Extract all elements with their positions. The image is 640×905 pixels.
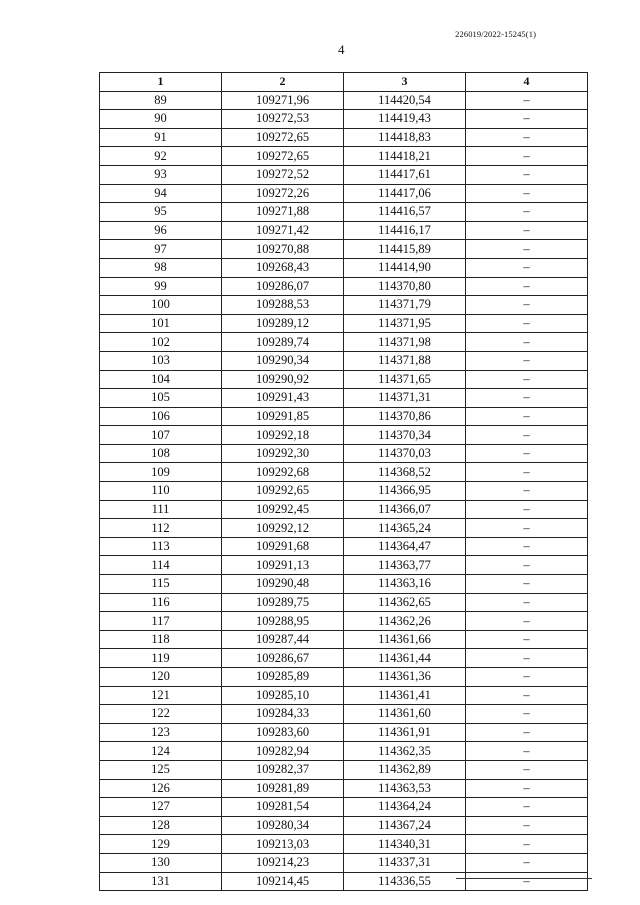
table-row — [100, 184, 588, 203]
x-coordinate-cell: 109214,45 — [222, 872, 344, 891]
y-coordinate-cell: 114418,21 — [344, 147, 466, 166]
column-4-cell: – — [466, 482, 588, 501]
column-4-cell: – — [466, 612, 588, 631]
y-coordinate-cell: 114416,57 — [344, 203, 466, 222]
point-number-cell: 92 — [100, 147, 222, 166]
column-4-cell: – — [466, 537, 588, 556]
table-body — [100, 91, 588, 891]
point-number-cell: 102 — [100, 333, 222, 352]
point-number-cell: 89 — [100, 91, 222, 110]
point-number-cell: 131 — [100, 872, 222, 891]
table-row — [100, 203, 588, 222]
x-coordinate-cell: 109292,68 — [222, 463, 344, 482]
y-coordinate-cell: 114365,24 — [344, 519, 466, 538]
x-coordinate-cell: 109272,26 — [222, 184, 344, 203]
point-number-cell: 101 — [100, 314, 222, 333]
x-coordinate-cell: 109292,65 — [222, 482, 344, 501]
y-coordinate-cell: 114361,91 — [344, 723, 466, 742]
point-number-cell: 98 — [100, 258, 222, 277]
point-number-cell: 116 — [100, 593, 222, 612]
point-number-cell: 108 — [100, 444, 222, 463]
y-coordinate-cell: 114414,90 — [344, 258, 466, 277]
y-coordinate-cell: 114364,47 — [344, 537, 466, 556]
column-4-cell: – — [466, 668, 588, 687]
point-number-cell: 93 — [100, 165, 222, 184]
table-row — [100, 705, 588, 724]
table-row — [100, 723, 588, 742]
column-4-cell: – — [466, 853, 588, 872]
y-coordinate-cell: 114337,31 — [344, 853, 466, 872]
table-row — [100, 760, 588, 779]
x-coordinate-cell: 109285,89 — [222, 668, 344, 687]
table-row — [100, 333, 588, 352]
x-coordinate-cell: 109285,10 — [222, 686, 344, 705]
x-coordinate-cell: 109291,68 — [222, 537, 344, 556]
x-coordinate-cell: 109271,96 — [222, 91, 344, 110]
y-coordinate-cell: 114370,80 — [344, 277, 466, 296]
table-row — [100, 240, 588, 259]
point-number-cell: 99 — [100, 277, 222, 296]
y-coordinate-cell: 114417,06 — [344, 184, 466, 203]
y-coordinate-cell: 114370,34 — [344, 426, 466, 445]
column-4-cell: – — [466, 128, 588, 147]
column-4-cell: – — [466, 630, 588, 649]
x-coordinate-cell: 109272,65 — [222, 147, 344, 166]
point-number-cell: 91 — [100, 128, 222, 147]
column-header-2: 2 — [222, 73, 344, 92]
x-coordinate-cell: 109281,54 — [222, 798, 344, 817]
y-coordinate-cell: 114363,16 — [344, 575, 466, 594]
x-coordinate-cell: 109292,30 — [222, 444, 344, 463]
table-row — [100, 407, 588, 426]
table-row — [100, 835, 588, 854]
y-coordinate-cell: 114416,17 — [344, 221, 466, 240]
x-coordinate-cell: 109288,53 — [222, 296, 344, 315]
table-row — [100, 816, 588, 835]
column-4-cell: – — [466, 444, 588, 463]
y-coordinate-cell: 114371,65 — [344, 370, 466, 389]
point-number-cell: 126 — [100, 779, 222, 798]
table-row — [100, 668, 588, 687]
x-coordinate-cell: 109289,75 — [222, 593, 344, 612]
point-number-cell: 122 — [100, 705, 222, 724]
table-row — [100, 537, 588, 556]
y-coordinate-cell: 114419,43 — [344, 110, 466, 129]
table-row — [100, 444, 588, 463]
y-coordinate-cell: 114362,26 — [344, 612, 466, 631]
point-number-cell: 107 — [100, 426, 222, 445]
column-4-cell: – — [466, 798, 588, 817]
x-coordinate-cell: 109286,67 — [222, 649, 344, 668]
x-coordinate-cell: 109272,53 — [222, 110, 344, 129]
table-row — [100, 370, 588, 389]
x-coordinate-cell: 109280,34 — [222, 816, 344, 835]
x-coordinate-cell: 109290,34 — [222, 351, 344, 370]
point-number-cell: 114 — [100, 556, 222, 575]
x-coordinate-cell: 109287,44 — [222, 630, 344, 649]
table-row — [100, 258, 588, 277]
point-number-cell: 112 — [100, 519, 222, 538]
x-coordinate-cell: 109281,89 — [222, 779, 344, 798]
x-coordinate-cell: 109292,45 — [222, 500, 344, 519]
x-coordinate-cell: 109268,43 — [222, 258, 344, 277]
document-reference: 226019/2022-15245(1) — [455, 29, 536, 39]
column-4-cell: – — [466, 314, 588, 333]
point-number-cell: 121 — [100, 686, 222, 705]
table-row — [100, 314, 588, 333]
point-number-cell: 118 — [100, 630, 222, 649]
point-number-cell: 123 — [100, 723, 222, 742]
column-header-1: 1 — [100, 73, 222, 92]
column-4-cell: – — [466, 296, 588, 315]
table-row — [100, 556, 588, 575]
table-row — [100, 351, 588, 370]
point-number-cell: 119 — [100, 649, 222, 668]
table-row — [100, 649, 588, 668]
point-number-cell: 127 — [100, 798, 222, 817]
point-number-cell: 105 — [100, 389, 222, 408]
table-row — [100, 575, 588, 594]
column-4-cell: – — [466, 370, 588, 389]
y-coordinate-cell: 114361,60 — [344, 705, 466, 724]
table-row — [100, 872, 588, 891]
column-4-cell: – — [466, 556, 588, 575]
point-number-cell: 124 — [100, 742, 222, 761]
x-coordinate-cell: 109213,03 — [222, 835, 344, 854]
column-4-cell: – — [466, 760, 588, 779]
y-coordinate-cell: 114415,89 — [344, 240, 466, 259]
y-coordinate-cell: 114361,66 — [344, 630, 466, 649]
x-coordinate-cell: 109288,95 — [222, 612, 344, 631]
column-4-cell: – — [466, 277, 588, 296]
point-number-cell: 104 — [100, 370, 222, 389]
y-coordinate-cell: 114361,44 — [344, 649, 466, 668]
point-number-cell: 90 — [100, 110, 222, 129]
table-row — [100, 779, 588, 798]
x-coordinate-cell: 109271,42 — [222, 221, 344, 240]
table-row — [100, 296, 588, 315]
footer-rule — [456, 878, 592, 879]
point-number-cell: 130 — [100, 853, 222, 872]
point-number-cell: 111 — [100, 500, 222, 519]
point-number-cell: 129 — [100, 835, 222, 854]
table-row — [100, 500, 588, 519]
y-coordinate-cell: 114362,89 — [344, 760, 466, 779]
table-row — [100, 463, 588, 482]
column-4-cell: – — [466, 835, 588, 854]
point-number-cell: 100 — [100, 296, 222, 315]
x-coordinate-cell: 109272,65 — [222, 128, 344, 147]
column-4-cell: – — [466, 575, 588, 594]
y-coordinate-cell: 114363,53 — [344, 779, 466, 798]
y-coordinate-cell: 114362,35 — [344, 742, 466, 761]
x-coordinate-cell: 109291,43 — [222, 389, 344, 408]
table-row — [100, 612, 588, 631]
y-coordinate-cell: 114371,95 — [344, 314, 466, 333]
column-header-4: 4 — [466, 73, 588, 92]
column-4-cell: – — [466, 147, 588, 166]
y-coordinate-cell: 114368,52 — [344, 463, 466, 482]
point-number-cell: 115 — [100, 575, 222, 594]
column-4-cell: – — [466, 351, 588, 370]
point-number-cell: 110 — [100, 482, 222, 501]
column-4-cell: – — [466, 872, 588, 891]
y-coordinate-cell: 114361,36 — [344, 668, 466, 687]
x-coordinate-cell: 109290,48 — [222, 575, 344, 594]
y-coordinate-cell: 114340,31 — [344, 835, 466, 854]
y-coordinate-cell: 114366,95 — [344, 482, 466, 501]
column-4-cell: – — [466, 258, 588, 277]
x-coordinate-cell: 109282,94 — [222, 742, 344, 761]
column-4-cell: – — [466, 742, 588, 761]
column-4-cell: – — [466, 723, 588, 742]
table-row — [100, 277, 588, 296]
x-coordinate-cell: 109290,92 — [222, 370, 344, 389]
column-4-cell: – — [466, 519, 588, 538]
y-coordinate-cell: 114361,41 — [344, 686, 466, 705]
point-number-cell: 113 — [100, 537, 222, 556]
column-4-cell: – — [466, 91, 588, 110]
column-4-cell: – — [466, 407, 588, 426]
table-row — [100, 519, 588, 538]
y-coordinate-cell: 114363,77 — [344, 556, 466, 575]
x-coordinate-cell: 109272,52 — [222, 165, 344, 184]
x-coordinate-cell: 109289,74 — [222, 333, 344, 352]
coordinates-table — [99, 72, 588, 891]
column-4-cell: – — [466, 426, 588, 445]
point-number-cell: 103 — [100, 351, 222, 370]
table-row — [100, 742, 588, 761]
table-row — [100, 630, 588, 649]
x-coordinate-cell: 109291,85 — [222, 407, 344, 426]
column-header-3: 3 — [344, 73, 466, 92]
column-4-cell: – — [466, 779, 588, 798]
column-4-cell: – — [466, 110, 588, 129]
y-coordinate-cell: 114367,24 — [344, 816, 466, 835]
point-number-cell: 109 — [100, 463, 222, 482]
x-coordinate-cell: 109284,33 — [222, 705, 344, 724]
table-row — [100, 221, 588, 240]
x-coordinate-cell: 109214,23 — [222, 853, 344, 872]
y-coordinate-cell: 114418,83 — [344, 128, 466, 147]
y-coordinate-cell: 114420,54 — [344, 91, 466, 110]
x-coordinate-cell: 109270,88 — [222, 240, 344, 259]
table-row — [100, 389, 588, 408]
table-row — [100, 686, 588, 705]
y-coordinate-cell: 114364,24 — [344, 798, 466, 817]
x-coordinate-cell: 109291,13 — [222, 556, 344, 575]
x-coordinate-cell: 109271,88 — [222, 203, 344, 222]
column-4-cell: – — [466, 184, 588, 203]
table-row — [100, 128, 588, 147]
point-number-cell: 94 — [100, 184, 222, 203]
column-4-cell: – — [466, 240, 588, 259]
table-header-row — [100, 73, 588, 92]
x-coordinate-cell: 109282,37 — [222, 760, 344, 779]
table-row — [100, 110, 588, 129]
point-number-cell: 128 — [100, 816, 222, 835]
table-row — [100, 853, 588, 872]
point-number-cell: 120 — [100, 668, 222, 687]
column-4-cell: – — [466, 649, 588, 668]
column-4-cell: – — [466, 500, 588, 519]
x-coordinate-cell: 109283,60 — [222, 723, 344, 742]
x-coordinate-cell: 109286,07 — [222, 277, 344, 296]
y-coordinate-cell: 114370,86 — [344, 407, 466, 426]
y-coordinate-cell: 114371,98 — [344, 333, 466, 352]
table-row — [100, 593, 588, 612]
y-coordinate-cell: 114336,55 — [344, 872, 466, 891]
point-number-cell: 125 — [100, 760, 222, 779]
column-4-cell: – — [466, 593, 588, 612]
column-4-cell: – — [466, 165, 588, 184]
y-coordinate-cell: 114362,65 — [344, 593, 466, 612]
table-row — [100, 91, 588, 110]
y-coordinate-cell: 114371,79 — [344, 296, 466, 315]
column-4-cell: – — [466, 333, 588, 352]
column-4-cell: – — [466, 221, 588, 240]
x-coordinate-cell: 109289,12 — [222, 314, 344, 333]
column-4-cell: – — [466, 203, 588, 222]
column-4-cell: – — [466, 705, 588, 724]
y-coordinate-cell: 114366,07 — [344, 500, 466, 519]
y-coordinate-cell: 114371,88 — [344, 351, 466, 370]
point-number-cell: 117 — [100, 612, 222, 631]
column-4-cell: – — [466, 463, 588, 482]
table-row — [100, 482, 588, 501]
table-row — [100, 165, 588, 184]
x-coordinate-cell: 109292,12 — [222, 519, 344, 538]
column-4-cell: – — [466, 816, 588, 835]
point-number-cell: 97 — [100, 240, 222, 259]
table-row — [100, 426, 588, 445]
column-4-cell: – — [466, 686, 588, 705]
table-row — [100, 147, 588, 166]
point-number-cell: 96 — [100, 221, 222, 240]
y-coordinate-cell: 114417,61 — [344, 165, 466, 184]
table-row — [100, 798, 588, 817]
x-coordinate-cell: 109292,18 — [222, 426, 344, 445]
point-number-cell: 95 — [100, 203, 222, 222]
y-coordinate-cell: 114370,03 — [344, 444, 466, 463]
page-number: 4 — [338, 42, 345, 57]
point-number-cell: 106 — [100, 407, 222, 426]
column-4-cell: – — [466, 389, 588, 408]
y-coordinate-cell: 114371,31 — [344, 389, 466, 408]
